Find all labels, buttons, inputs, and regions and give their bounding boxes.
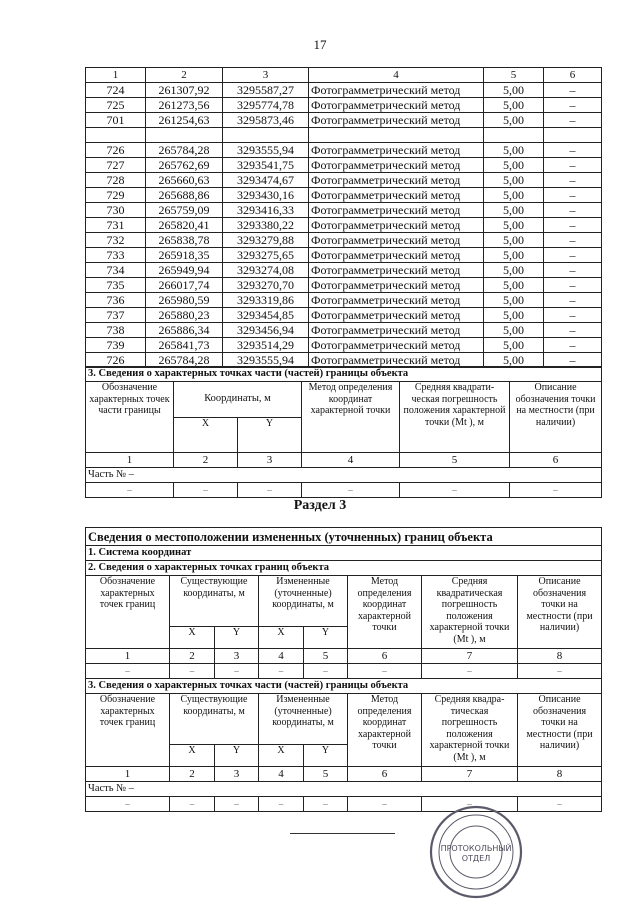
header-cell: 5	[484, 68, 544, 83]
table-cell: 3293416,33	[223, 203, 309, 218]
table-cell: 3295587,27	[223, 83, 309, 98]
col-number: 2	[174, 453, 238, 468]
table-cell: –	[544, 203, 602, 218]
table-row	[86, 128, 602, 143]
table-cell: 265688,86	[146, 188, 223, 203]
part-label: Часть № –	[86, 468, 602, 483]
col-number: 3	[215, 649, 259, 664]
table-cell: 724	[86, 83, 146, 98]
table-cell: 731	[86, 218, 146, 233]
table-cell: Фотограмметрический метод	[309, 338, 484, 353]
table-cell: 265838,78	[146, 233, 223, 248]
table-cell: 727	[86, 158, 146, 173]
col-number: 1	[86, 767, 170, 782]
dash-cell: –	[86, 483, 174, 498]
table-cell: 734	[86, 263, 146, 278]
col-designation: Обозначение характерных точек части границы	[86, 382, 174, 453]
dash-cell: –	[170, 664, 215, 679]
dash-cell: –	[238, 483, 302, 498]
table-row	[86, 338, 602, 353]
col-number: 2	[170, 767, 215, 782]
col-x: X	[259, 745, 304, 767]
col-error: Средняя квадра-тическая погрешность положения характерной точки (Mt ), м	[422, 694, 518, 767]
table-cell: 3293274,08	[223, 263, 309, 278]
table-row	[86, 293, 602, 308]
table-row	[86, 278, 602, 293]
table-cell: 265918,35	[146, 248, 223, 263]
table-cell: 737	[86, 308, 146, 323]
table-cell: –	[544, 278, 602, 293]
border-points-heading: 2. Сведения о характерных точках границ объекта	[86, 561, 602, 576]
table-cell: 729	[86, 188, 146, 203]
table-cell	[223, 128, 309, 143]
header-cell: 1	[86, 68, 146, 83]
table-cell: Фотограмметрический метод	[309, 233, 484, 248]
header-cell: 3	[223, 68, 309, 83]
table-cell: –	[544, 308, 602, 323]
table-cell: 265660,63	[146, 173, 223, 188]
table-cell: Фотограмметрический метод	[309, 158, 484, 173]
table-cell: 3293319,86	[223, 293, 309, 308]
col-number: 1	[86, 649, 170, 664]
col-error: Средняя квадратическая погрешность положения характерной точки (Mt ), м	[422, 576, 518, 649]
table-cell: 726	[86, 353, 146, 368]
dash-cell: –	[518, 797, 602, 812]
table-cell: Фотограмметрический метод	[309, 278, 484, 293]
table-row	[86, 233, 602, 248]
dash-cell: –	[518, 664, 602, 679]
col-number: 4	[302, 453, 400, 468]
table-cell: Фотограмметрический метод	[309, 98, 484, 113]
table-cell: 5,00	[484, 113, 544, 128]
protocol-department-stamp	[428, 804, 524, 900]
table-cell: –	[544, 248, 602, 263]
table-cell: 3293474,67	[223, 173, 309, 188]
table-cell: –	[544, 98, 602, 113]
col-x: X	[170, 627, 215, 649]
table-cell: 265784,28	[146, 353, 223, 368]
table-cell: –	[544, 83, 602, 98]
table-cell: 726	[86, 143, 146, 158]
table-cell: 265784,28	[146, 143, 223, 158]
table-cell: Фотограмметрический метод	[309, 83, 484, 98]
table-cell: –	[544, 338, 602, 353]
table-cell: 265980,59	[146, 293, 223, 308]
col-y: Y	[215, 745, 259, 767]
table-cell: 5,00	[484, 278, 544, 293]
table-cell: 732	[86, 233, 146, 248]
dash-cell: –	[304, 664, 348, 679]
table-cell: 730	[86, 203, 146, 218]
page-number: 17	[313, 37, 327, 52]
changed-borders-table	[85, 527, 602, 812]
table-row	[86, 83, 602, 98]
table-row	[86, 188, 602, 203]
table-cell: Фотограмметрический метод	[309, 293, 484, 308]
col-y: Y	[215, 627, 259, 649]
table-cell: 3293555,94	[223, 143, 309, 158]
dash-cell: –	[422, 797, 518, 812]
table-cell: 3293514,29	[223, 338, 309, 353]
table-cell	[544, 128, 602, 143]
col-x: X	[174, 417, 238, 453]
part-points-heading: 3. Сведения о характерных точках части (частей) границы объекта	[86, 679, 602, 694]
table-cell: 261307,92	[146, 83, 223, 98]
table-cell: Фотограмметрический метод	[309, 218, 484, 233]
dash-cell: –	[215, 664, 259, 679]
col-number: 3	[215, 767, 259, 782]
dash-cell: –	[259, 664, 304, 679]
table-row	[86, 113, 602, 128]
col-y: Y	[304, 627, 348, 649]
col-number: 2	[170, 649, 215, 664]
col-description: Описание обозначения точки на местности (при наличии)	[510, 382, 602, 453]
table-cell: 733	[86, 248, 146, 263]
col-description: Описание обозначения точки на местности (при наличии)	[518, 694, 602, 767]
table-cell: –	[544, 218, 602, 233]
dash-cell: –	[304, 797, 348, 812]
table-row	[86, 218, 602, 233]
coordinates-table-body	[86, 68, 602, 368]
table-cell	[484, 128, 544, 143]
col-number: 4	[259, 767, 304, 782]
table-cell: 265762,69	[146, 158, 223, 173]
table-cell: 3293275,65	[223, 248, 309, 263]
table-row	[86, 248, 602, 263]
col-number: 1	[86, 453, 174, 468]
dash-cell: –	[259, 797, 304, 812]
col-number: 8	[518, 767, 602, 782]
col-number: 7	[422, 767, 518, 782]
table-cell: 3293541,75	[223, 158, 309, 173]
table-row	[86, 158, 602, 173]
table-header-row	[86, 68, 602, 83]
table-row	[86, 203, 602, 218]
table-cell: 5,00	[484, 218, 544, 233]
table-cell: 3293270,70	[223, 278, 309, 293]
table-cell: 3295774,78	[223, 98, 309, 113]
table-cell	[86, 128, 146, 143]
col-designation: Обозначение характерных точек границ	[86, 694, 170, 767]
table-cell: 265880,23	[146, 308, 223, 323]
col-designation: Обозначение характерных точек границ	[86, 576, 170, 649]
col-x: X	[259, 627, 304, 649]
table-cell: 5,00	[484, 308, 544, 323]
col-existing: Существующие координаты, м	[170, 576, 259, 627]
table-row	[86, 173, 602, 188]
signature-line	[290, 833, 395, 834]
table-cell: –	[544, 158, 602, 173]
col-method: Метод определения координат характерной точки	[348, 576, 422, 649]
table-cell: 5,00	[484, 188, 544, 203]
table-cell: 736	[86, 293, 146, 308]
table-cell: 5,00	[484, 158, 544, 173]
col-method: Метод определения координат характерной точки	[348, 694, 422, 767]
parts-points-table	[85, 366, 602, 498]
col-number: 5	[400, 453, 510, 468]
dash-cell: –	[510, 483, 602, 498]
col-changed: Измененные (уточненные) координаты, м	[259, 694, 348, 745]
col-changed: Измененные (уточненные) координаты, м	[259, 576, 348, 627]
col-number: 8	[518, 649, 602, 664]
col-number: 6	[348, 767, 422, 782]
section-heading: 3. Сведения о характерных точках части (частей) границы объекта	[86, 367, 602, 382]
table-cell: 265841,73	[146, 338, 223, 353]
col-existing: Существующие координаты, м	[170, 694, 259, 745]
table-cell: –	[544, 173, 602, 188]
table-cell: 3293456,94	[223, 323, 309, 338]
col-number: 5	[304, 649, 348, 664]
table-cell: –	[544, 293, 602, 308]
col-x: X	[170, 745, 215, 767]
table-cell: –	[544, 113, 602, 128]
header-cell: 4	[309, 68, 484, 83]
dash-cell: –	[174, 483, 238, 498]
table-cell: 5,00	[484, 353, 544, 368]
table-cell: Фотограмметрический метод	[309, 323, 484, 338]
table-cell: 3295873,46	[223, 113, 309, 128]
table-cell: –	[544, 353, 602, 368]
changed-borders-title: Сведения о местоположении измененных (уточненных) границ объекта	[86, 528, 602, 546]
table-cell: –	[544, 323, 602, 338]
table-cell: 738	[86, 323, 146, 338]
table-cell: 5,00	[484, 143, 544, 158]
table-cell: 5,00	[484, 293, 544, 308]
table-cell: 3293430,16	[223, 188, 309, 203]
header-cell: 2	[146, 68, 223, 83]
table-cell: 5,00	[484, 248, 544, 263]
table-cell: 5,00	[484, 203, 544, 218]
table-row	[86, 308, 602, 323]
table-cell: Фотограмметрический метод	[309, 353, 484, 368]
dash-cell: –	[422, 664, 518, 679]
table-cell: 265886,34	[146, 323, 223, 338]
table-cell: –	[544, 233, 602, 248]
col-number: 6	[348, 649, 422, 664]
svg-text:ПРОТОКОЛЬНЫЙ: ПРОТОКОЛЬНЫЙ	[440, 844, 512, 853]
col-y: Y	[238, 417, 302, 453]
coord-system-heading: 1. Система координат	[86, 546, 602, 561]
header-cell: 6	[544, 68, 602, 83]
table-cell: 261273,56	[146, 98, 223, 113]
dash-cell: –	[215, 797, 259, 812]
dash-cell: –	[348, 797, 422, 812]
table-cell: 266017,74	[146, 278, 223, 293]
section-title: Раздел 3	[293, 498, 347, 513]
table-cell: 265949,94	[146, 263, 223, 278]
col-number: 7	[422, 649, 518, 664]
table-cell: 739	[86, 338, 146, 353]
dash-cell: –	[348, 664, 422, 679]
table-cell: 3293555,94	[223, 353, 309, 368]
table-cell: 3293380,22	[223, 218, 309, 233]
col-coords: Координаты, м	[174, 382, 302, 418]
table-cell: 5,00	[484, 263, 544, 278]
table-cell: 3293279,88	[223, 233, 309, 248]
table-cell: –	[544, 263, 602, 278]
table-cell: 725	[86, 98, 146, 113]
table-cell: Фотограмметрический метод	[309, 143, 484, 158]
table-row	[86, 323, 602, 338]
col-number: 3	[238, 453, 302, 468]
col-number: 5	[304, 767, 348, 782]
table-cell: 5,00	[484, 233, 544, 248]
dash-cell: –	[86, 664, 170, 679]
table-cell: 5,00	[484, 323, 544, 338]
col-error: Средняя квадрати-ческая погрешность положения характерной точки (Mt ), м	[400, 382, 510, 453]
col-method: Метод определения координат характерной точки	[302, 382, 400, 453]
table-cell: 5,00	[484, 83, 544, 98]
table-cell: –	[544, 188, 602, 203]
table-cell	[309, 128, 484, 143]
table-cell: 265759,09	[146, 203, 223, 218]
dash-cell: –	[302, 483, 400, 498]
table-cell: 728	[86, 173, 146, 188]
table-cell: Фотограмметрический метод	[309, 263, 484, 278]
table-cell: Фотограмметрический метод	[309, 203, 484, 218]
table-cell	[146, 128, 223, 143]
table-cell: 701	[86, 113, 146, 128]
table-cell: 265820,41	[146, 218, 223, 233]
dash-cell: –	[400, 483, 510, 498]
table-cell: Фотограмметрический метод	[309, 188, 484, 203]
col-number: 6	[510, 453, 602, 468]
part-label: Часть № –	[86, 782, 602, 797]
table-cell: 5,00	[484, 173, 544, 188]
table-cell: Фотограмметрический метод	[309, 248, 484, 263]
dash-cell: –	[170, 797, 215, 812]
col-y: Y	[304, 745, 348, 767]
table-cell: Фотограмметрический метод	[309, 173, 484, 188]
table-cell: –	[544, 143, 602, 158]
table-cell: 5,00	[484, 338, 544, 353]
table-cell: Фотограмметрический метод	[309, 113, 484, 128]
col-number: 4	[259, 649, 304, 664]
table-row	[86, 98, 602, 113]
coordinates-table	[85, 67, 602, 368]
table-cell: 5,00	[484, 98, 544, 113]
table-cell: 735	[86, 278, 146, 293]
dash-cell: –	[86, 797, 170, 812]
svg-text:ОТДЕЛ: ОТДЕЛ	[461, 854, 491, 863]
table-row	[86, 263, 602, 278]
col-description: Описание обозначения точки на местности (при наличии)	[518, 576, 602, 649]
table-cell: 261254,63	[146, 113, 223, 128]
table-cell: 3293454,85	[223, 308, 309, 323]
table-row	[86, 143, 602, 158]
table-cell: Фотограмметрический метод	[309, 308, 484, 323]
